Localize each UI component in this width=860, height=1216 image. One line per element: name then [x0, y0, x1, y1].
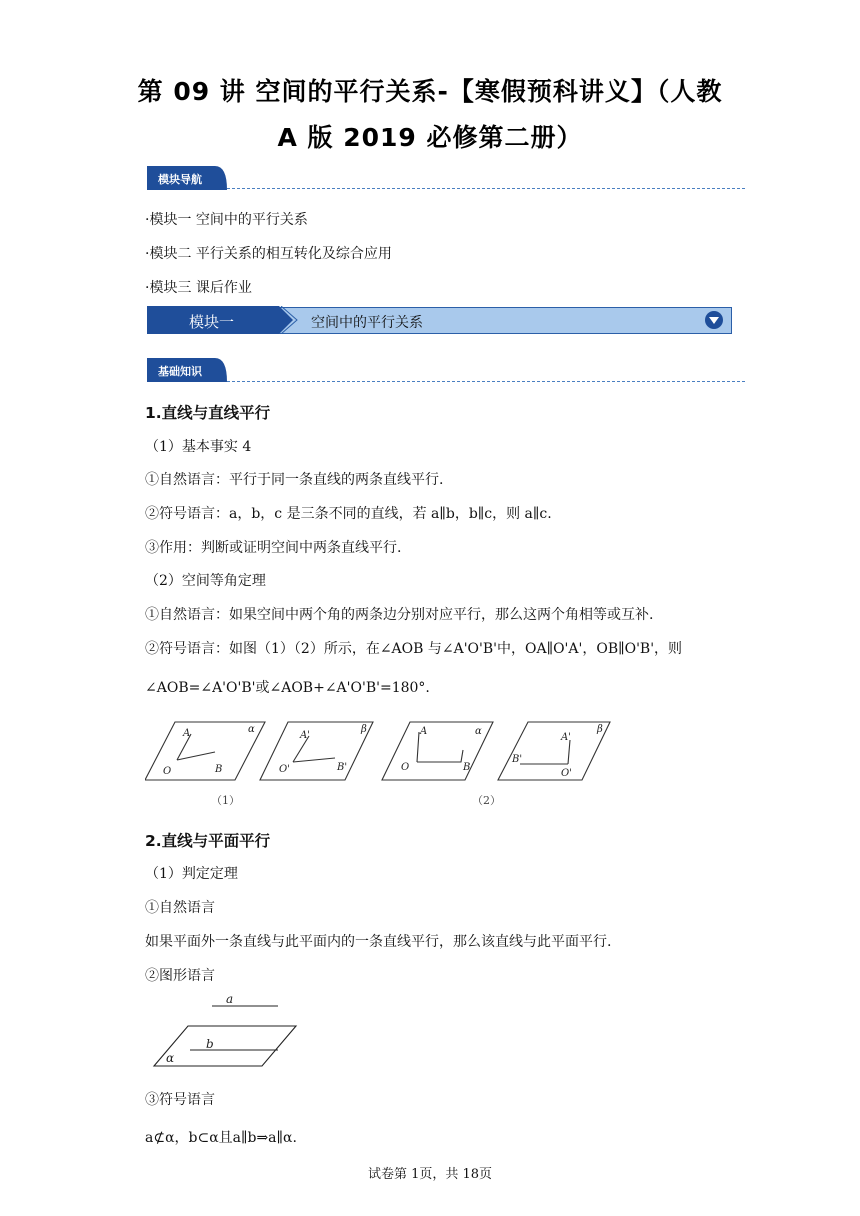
plane-beta-1 [260, 722, 373, 780]
basics-tag-label: 基础知识 [158, 365, 202, 378]
equal-angle-figure [145, 712, 625, 812]
label-alpha-2: α [475, 726, 482, 737]
section2-p3: 如果平面外一条直线与此平面内的一条直线平行，那么该直线与此平面平行. [145, 934, 612, 950]
label-beta-2: β [597, 724, 603, 735]
label-alpha-1: α [248, 724, 255, 735]
section1-p5: （2）空间等角定理 [145, 573, 266, 589]
label-B-2: B [463, 762, 471, 773]
section2-p2: ①自然语言 [145, 900, 215, 916]
section1-p8: ∠AOB=∠A'O'B'或∠AOB+∠A'O'B'=180°. [145, 680, 430, 696]
label-A: A [183, 728, 191, 739]
label-beta-1: β [361, 724, 367, 735]
section2-p1: （1）判定定理 [145, 866, 238, 882]
nav-item-1: ·模块一 空间中的平行关系 [145, 212, 308, 228]
page-title-line2: A 版 2019 必修第二册） [277, 123, 583, 152]
section1-p3: ②符号语言：a，b，c 是三条不同的直线，若 a∥b，b∥c，则 a∥c. [145, 506, 552, 522]
plane-beta-2 [498, 722, 610, 780]
label-A-2: A [420, 726, 428, 737]
section2-heading: 2.直线与平面平行 [145, 832, 271, 850]
section1-p4: ③作用：判断或证明空间中两条直线平行. [145, 540, 402, 556]
module-banner [147, 306, 732, 336]
page-title-line1: 第 09 讲 空间的平行关系-【寒假预科讲义】（人教 [137, 77, 723, 106]
label-O1: O' [279, 764, 290, 775]
label-O1-2: O' [561, 768, 572, 779]
section1-heading: 1.直线与直线平行 [145, 404, 271, 422]
label-O: O [163, 766, 172, 777]
section2-p4: ②图形语言 [145, 968, 215, 984]
label-A1-2: A' [561, 732, 571, 743]
plane-alpha [154, 1026, 296, 1066]
caption-2: （2） [472, 794, 501, 807]
label-B: B [215, 764, 223, 775]
nav-tag [147, 166, 227, 190]
chevron-down-icon[interactable] [704, 310, 724, 330]
section1-p2: ①自然语言：平行于同一条直线的两条直线平行. [145, 472, 444, 488]
label-alpha: α [166, 1051, 175, 1065]
label-O-2: O [401, 762, 410, 773]
nav-item-2: ·模块二 平行关系的相互转化及综合应用 [145, 246, 392, 262]
section1-p7: ②符号语言：如图（1）（2）所示，在∠AOB 与∠A'O'B'中，OA∥O'A'，OB∥O'B'，则 [145, 641, 683, 657]
label-a: a [226, 992, 234, 1006]
nav-item-3: ·模块三 课后作业 [145, 280, 252, 296]
section2-p5: ③符号语言 [145, 1092, 215, 1108]
basics-tag [147, 358, 227, 382]
angle-A1O1B1-2 [520, 740, 570, 764]
caption-1: （1） [211, 794, 240, 807]
line-plane-figure [150, 990, 310, 1072]
basics-divider [227, 381, 745, 382]
label-B1-2: B' [512, 754, 523, 765]
section1-p1: （1）基本事实 4 [145, 439, 252, 455]
page-footer: 试卷第 1页，共 18页 [367, 1167, 493, 1182]
section2-p6: a⊄α，b⊂α且a∥b⇒a∥α. [145, 1130, 297, 1146]
nav-tag-label: 模块导航 [158, 173, 202, 186]
label-b: b [206, 1037, 214, 1051]
banner-right-label: 空间中的平行关系 [311, 315, 423, 331]
nav-divider [227, 188, 745, 189]
label-B1: B' [337, 762, 348, 773]
banner-left-label: 模块一 [189, 313, 235, 331]
section1-p6: ①自然语言：如果空间中两个角的两条边分别对应平行，那么这两个角相等或互补. [145, 607, 654, 623]
label-A1: A' [300, 730, 310, 741]
